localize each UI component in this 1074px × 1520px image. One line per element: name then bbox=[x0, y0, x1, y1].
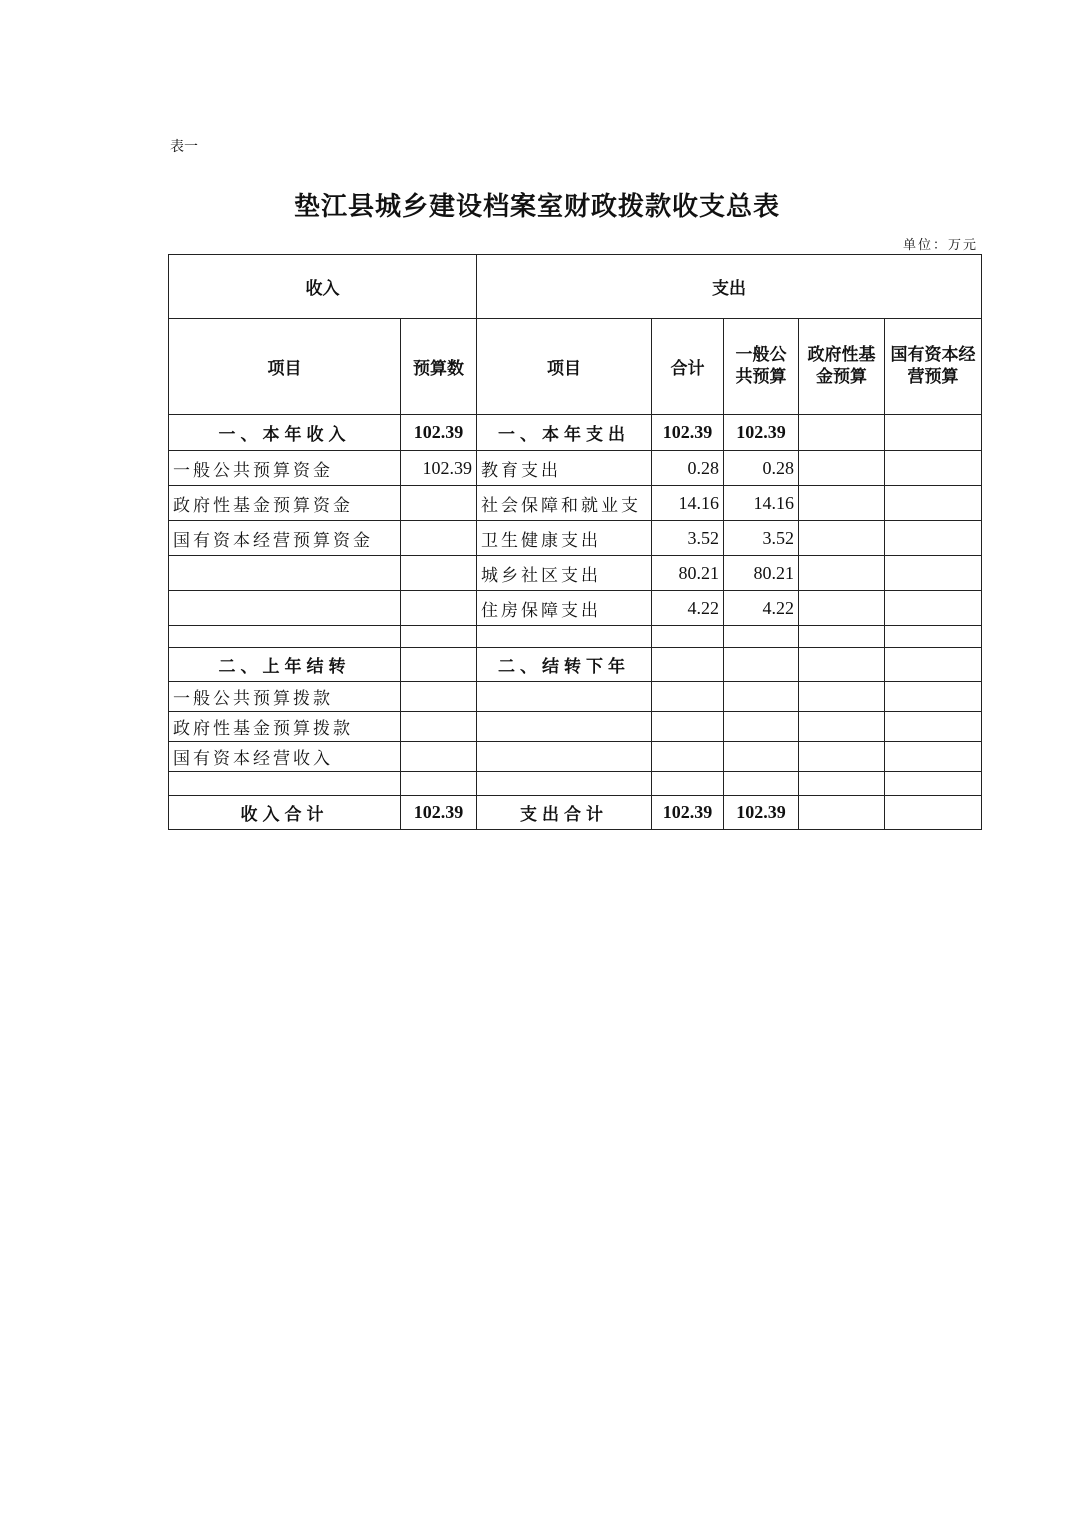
empty-cell bbox=[799, 556, 885, 591]
expense-total: 14.16 bbox=[652, 486, 724, 521]
total-header: 合计 bbox=[652, 319, 724, 415]
expense-general: 3.52 bbox=[724, 521, 799, 556]
income-value bbox=[401, 556, 477, 591]
table-row bbox=[169, 591, 982, 626]
expense-total: 3.52 bbox=[652, 521, 724, 556]
empty-cell bbox=[799, 415, 885, 451]
empty-cell bbox=[799, 796, 885, 830]
empty-cell bbox=[885, 591, 982, 626]
income-item-header: 项目 bbox=[169, 319, 401, 415]
state-capital-budget-header: 国有资本经营预算 bbox=[885, 319, 982, 415]
carryover-item: 国有资本经营收入 bbox=[169, 742, 401, 772]
table-row bbox=[169, 742, 982, 772]
spacer-row bbox=[169, 626, 982, 648]
income-item: 一般公共预算资金 bbox=[169, 451, 401, 486]
income-total-value: 102.39 bbox=[401, 796, 477, 830]
expense-total-label: 支出合计 bbox=[477, 796, 652, 830]
empty-cell bbox=[799, 486, 885, 521]
totals-row bbox=[169, 796, 982, 830]
income-value bbox=[401, 591, 477, 626]
unit-label: 单位：万元 bbox=[902, 238, 978, 253]
expense-item: 住房保障支出 bbox=[477, 591, 652, 626]
empty-cell bbox=[885, 521, 982, 556]
income-item: 政府性基金预算资金 bbox=[169, 486, 401, 521]
empty-cell bbox=[885, 415, 982, 451]
document-title: 垫江县城乡建设档案室财政拨款收支总表 bbox=[293, 192, 780, 222]
empty-cell bbox=[885, 796, 982, 830]
table-row bbox=[169, 451, 982, 486]
general-public-budget-header: 一般公共预算 bbox=[724, 319, 799, 415]
empty-cell bbox=[799, 451, 885, 486]
budget-summary-table bbox=[168, 254, 982, 830]
expense-item: 社会保障和就业支 bbox=[477, 486, 652, 521]
income-item bbox=[169, 591, 401, 626]
current-year-income-value: 102.39 bbox=[401, 415, 477, 451]
header-row-2 bbox=[169, 319, 982, 415]
expense-item: 教育支出 bbox=[477, 451, 652, 486]
expense-header: 支出 bbox=[477, 255, 982, 319]
current-year-expense-total: 102.39 bbox=[652, 415, 724, 451]
income-item: 国有资本经营预算资金 bbox=[169, 521, 401, 556]
expense-item-header: 项目 bbox=[477, 319, 652, 415]
income-total-label: 收入合计 bbox=[169, 796, 401, 830]
carryover-item: 一般公共预算拨款 bbox=[169, 682, 401, 712]
prior-year-carryover-label: 二、上年结转 bbox=[169, 648, 401, 682]
expense-total: 0.28 bbox=[652, 451, 724, 486]
expense-general-total: 102.39 bbox=[724, 796, 799, 830]
table-row bbox=[169, 521, 982, 556]
expense-item: 城乡社区支出 bbox=[477, 556, 652, 591]
table-row bbox=[169, 486, 982, 521]
empty-cell bbox=[799, 591, 885, 626]
current-year-expense-label: 一、本年支出 bbox=[477, 415, 652, 451]
expense-general: 0.28 bbox=[724, 451, 799, 486]
empty-cell bbox=[724, 648, 799, 682]
budget-amount-header: 预算数 bbox=[401, 319, 477, 415]
carry-forward-label: 二、结转下年 bbox=[477, 648, 652, 682]
income-item bbox=[169, 556, 401, 591]
income-value bbox=[401, 486, 477, 521]
expense-general: 4.22 bbox=[724, 591, 799, 626]
table-row bbox=[169, 712, 982, 742]
carryover-item: 政府性基金预算拨款 bbox=[169, 712, 401, 742]
table-row bbox=[169, 556, 982, 591]
income-value bbox=[401, 521, 477, 556]
empty-cell bbox=[799, 521, 885, 556]
expense-general: 80.21 bbox=[724, 556, 799, 591]
expense-general: 14.16 bbox=[724, 486, 799, 521]
empty-cell bbox=[885, 486, 982, 521]
empty-cell bbox=[652, 648, 724, 682]
empty-cell bbox=[885, 648, 982, 682]
spacer-row bbox=[169, 772, 982, 796]
empty-cell bbox=[885, 451, 982, 486]
table-label: 表一 bbox=[170, 139, 198, 155]
expense-total: 80.21 bbox=[652, 556, 724, 591]
empty-cell bbox=[401, 648, 477, 682]
current-year-expense-general: 102.39 bbox=[724, 415, 799, 451]
expense-total: 4.22 bbox=[652, 591, 724, 626]
table-row bbox=[169, 682, 982, 712]
expense-total-value: 102.39 bbox=[652, 796, 724, 830]
header-row-1 bbox=[169, 255, 982, 319]
income-header: 收入 bbox=[169, 255, 477, 319]
section1-row bbox=[169, 415, 982, 451]
empty-cell bbox=[799, 648, 885, 682]
gov-fund-budget-header: 政府性基金预算 bbox=[799, 319, 885, 415]
income-value: 102.39 bbox=[401, 451, 477, 486]
current-year-income-label: 一、本年收入 bbox=[169, 415, 401, 451]
section2-row bbox=[169, 648, 982, 682]
empty-cell bbox=[885, 556, 982, 591]
expense-item: 卫生健康支出 bbox=[477, 521, 652, 556]
